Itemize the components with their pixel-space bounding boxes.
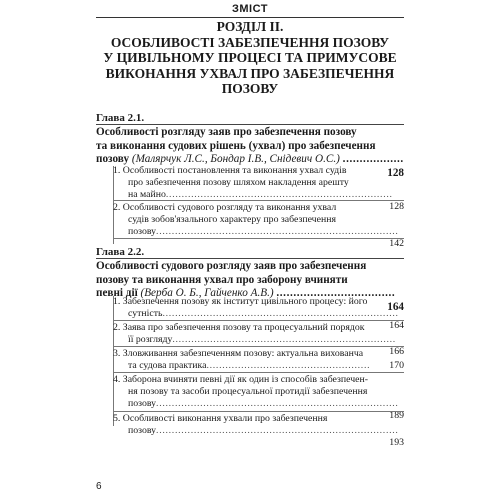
chapter-title-line: Особливості судового розгляду заяв про забезпечення [96,260,367,272]
toc-entry-line: 3. Зловживання забезпеченням позову: актуальна вихованча [113,348,364,359]
toc-entry-line: 1. Особливості постановлення та виконання ухвал судів [113,165,347,176]
toc-entry[interactable] [113,141,404,165]
dot-leader: .................. [342,153,404,165]
dot-leader: .................................................... [206,360,371,371]
toc-entry[interactable] [113,348,404,372]
entry-divider [113,238,404,239]
toc-entry-last-line: та судова практика.................................................... 170 [128,360,404,371]
entry-page-number: 193 [389,437,404,448]
toc-entry-line: 4. Заборона вчиняти певні дії як один із способів забезпечен- [113,374,369,385]
toc-entry[interactable] [113,202,404,250]
toc-entry-last-line: позову............................................................................. 189 [128,398,404,421]
toc-entry-line: про забезпечення позову шляхом накладення арешту [128,177,349,188]
entry-page-number: 128 [389,201,404,212]
entry-page-number: 166 [389,346,404,357]
page-number: 6 [96,481,102,492]
entry-divider [113,372,404,373]
chapter-title-line: позову та виконання ухвал про заборону вчиняти [96,273,348,286]
toc-entry[interactable] [113,413,404,449]
dot-leader: ............................................................................. [156,425,399,436]
entry-page-number: 142 [389,238,404,249]
chapter-label: Глава 2.1. [96,112,145,124]
chapter-divider [96,124,404,125]
entry-page-number: 170 [389,360,404,371]
chapter-authors: (Верба О. Б., Гайченко А.В.) [140,287,274,299]
dot-leader: ............................................................................. [156,226,399,237]
toc-entry-line: судів зобов'язального характеру про забезпечення [128,214,336,225]
toc-entry-line: 2. Особливості судового розгляду та виконання ухвал [113,202,337,213]
chapter-title-line: та виконання судових рішень (ухвал) про забезпечення [96,139,376,152]
entry-divider [113,320,404,321]
toc-entry-line: 2. Заява про забезпечення позову та процесуальний порядок [113,322,365,333]
section-heading-line: У ЦИВІЛЬНОМУ ПРОЦЕСІ ТА ПРИМУСОВЕ [103,50,397,66]
toc-entry-last-line: сутність........................................................................... 164 [128,308,404,331]
dot-leader: ........................................................................... [162,308,399,319]
chapter-title-last-line: позову (Малярчук Л.С., Бондар І.В., Снідевич О.С.) .................. 128 [96,153,404,179]
chapter-label: Глава 2.2. [96,246,145,258]
toc-entry-last-line: позову............................................................................. 142 [128,226,404,249]
chapter-page-number: 164 [387,300,404,313]
section-heading-line: ОСОБЛИВОСТІ ЗАБЕЗПЕЧЕННЯ ПОЗОВУ [110,34,390,50]
page-header-title: ЗМІСТ [232,3,268,15]
chapter-title-line: Особливості розгляду заяв про забезпечення позову [96,126,357,138]
section-heading-line: ПОЗОВУ [221,81,279,97]
chapter-page-number: 128 [387,166,404,179]
toc-entry-last-line: на майно........................................................................ 128 [128,189,404,212]
entry-divider [113,200,404,201]
chapter-authors: (Малярчук Л.С., Бондар І.В., Снідевич О.С.) [131,153,340,165]
chapter-title-last-line: певні дії (Верба О. Б., Гайченко А.В.) ................................... 164 [96,287,404,313]
dot-leader: ................................... [276,287,396,299]
entry-page-number: 189 [389,410,404,421]
toc-entry-last-line: позову............................................................................. 193 [128,425,404,448]
entry-page-number: 164 [389,320,404,331]
toc-entry-line: ня позову та засоби процесуальної протидії забезпечення [128,386,368,397]
section-heading-line: ВИКОНАННЯ УХВАЛ ПРО ЗАБЕЗПЕЧЕННЯ [105,65,395,81]
dot-leader: ............................................................................. [156,398,399,409]
chapter-divider [96,258,404,259]
section-heading [96,19,404,97]
toc-entry-last-line: її розгляду....................................................................... 166 [128,334,404,357]
section-heading-line: РОЗДІЛ ІІ. [216,19,284,34]
dot-leader: ....................................................................... [172,334,396,345]
entry-divider [113,346,404,347]
toc-entry-line: 5. Особливості виконання ухвали про забезпечення [113,413,328,424]
entry-divider [113,411,404,412]
header-divider [96,17,404,18]
dot-leader: ........................................................................ [165,189,393,200]
toc-entry-line: 1. Забезпечення позову як інститут цивільного процесу: його [113,296,368,307]
